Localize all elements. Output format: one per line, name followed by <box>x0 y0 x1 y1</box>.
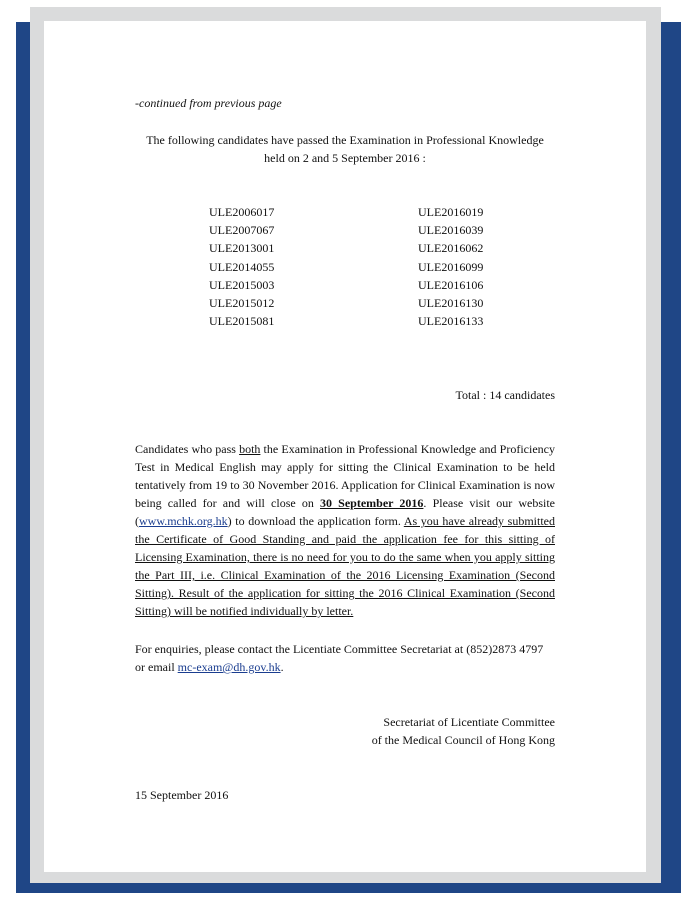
intro-line-1: The following candidates have passed the Examination in Professional Knowledge <box>146 133 544 147</box>
para-text-4: ) to download the application form. <box>227 514 404 528</box>
candidate-id: ULE2016062 <box>418 241 484 256</box>
para-text-1: Candidates who pass <box>135 442 240 456</box>
signature-line-2: of the Medical Council of Hong Kong <box>371 733 555 747</box>
signature-block <box>135 713 555 749</box>
enquiries-prefix: or email <box>135 660 178 674</box>
candidate-id: ULE2013001 <box>209 241 275 256</box>
candidate-id: ULE2016099 <box>418 259 484 274</box>
enquiries-suffix: . <box>280 660 284 674</box>
enquiries-line-1: For enquiries, please contact the Licentiate Committee Secretariat at (852)2873 4797 <box>135 642 544 656</box>
total-candidates: Total : 14 candidates <box>455 388 555 402</box>
candidate-id: ULE2016133 <box>418 314 484 329</box>
candidate-list-left <box>209 203 274 330</box>
candidate-id: ULE2007067 <box>209 223 275 238</box>
enquiries <box>135 640 555 676</box>
continued-note: -continued from previous page <box>135 96 282 110</box>
candidate-id: ULE2016106 <box>418 277 484 292</box>
website-link[interactable]: www.mchk.org.hk <box>139 514 228 528</box>
candidate-id: ULE2006017 <box>209 205 275 219</box>
signature-line-1: Secretariat of Licentiate Committee <box>383 715 555 729</box>
candidate-id: ULE2015003 <box>209 277 275 292</box>
closing-date: 30 September 2016 <box>320 496 424 510</box>
para-emphasis-both: both <box>239 442 261 456</box>
intro-line-2: held on 2 and 5 September 2016 : <box>264 151 426 165</box>
para-underlined-notice: As you have already submitted the Certificate of Good Standing and paid the application fee for this sitting of Licensing Examination, there is no need for you to do the same when you apply sitting the Part III, i.e. Clinical Examination of the 2016 Licensing Examination (Second Sitting). Result of the application for sitting the 2016 Clinical Examination (Second Sitting) will be notified individually by letter. <box>135 514 555 618</box>
document-date: 15 September 2016 <box>135 788 229 802</box>
enquiries-line-2 <box>135 658 555 676</box>
candidate-id: ULE2016039 <box>418 223 484 238</box>
application-paragraph <box>135 440 555 620</box>
para-text-3: . Please visit our website ( <box>135 496 556 528</box>
candidate-id: ULE2016130 <box>418 296 484 311</box>
candidate-id: ULE2015081 <box>209 314 275 329</box>
intro-text <box>135 131 555 167</box>
email-link[interactable]: mc-exam@dh.gov.hk <box>177 660 281 674</box>
candidate-id: ULE2016019 <box>418 205 484 219</box>
candidate-id: ULE2014055 <box>209 259 275 274</box>
para-text-2: the Examination in Professional Knowledge and Proficiency Test in Medical English may apply for sitting the Clinical Examination to be held tentatively from 19 to 30 November 2016. Application for Clinical Examination is now being called for and will close on <box>135 442 555 510</box>
candidate-id: ULE2015012 <box>209 296 275 311</box>
candidate-list-right <box>418 203 483 330</box>
